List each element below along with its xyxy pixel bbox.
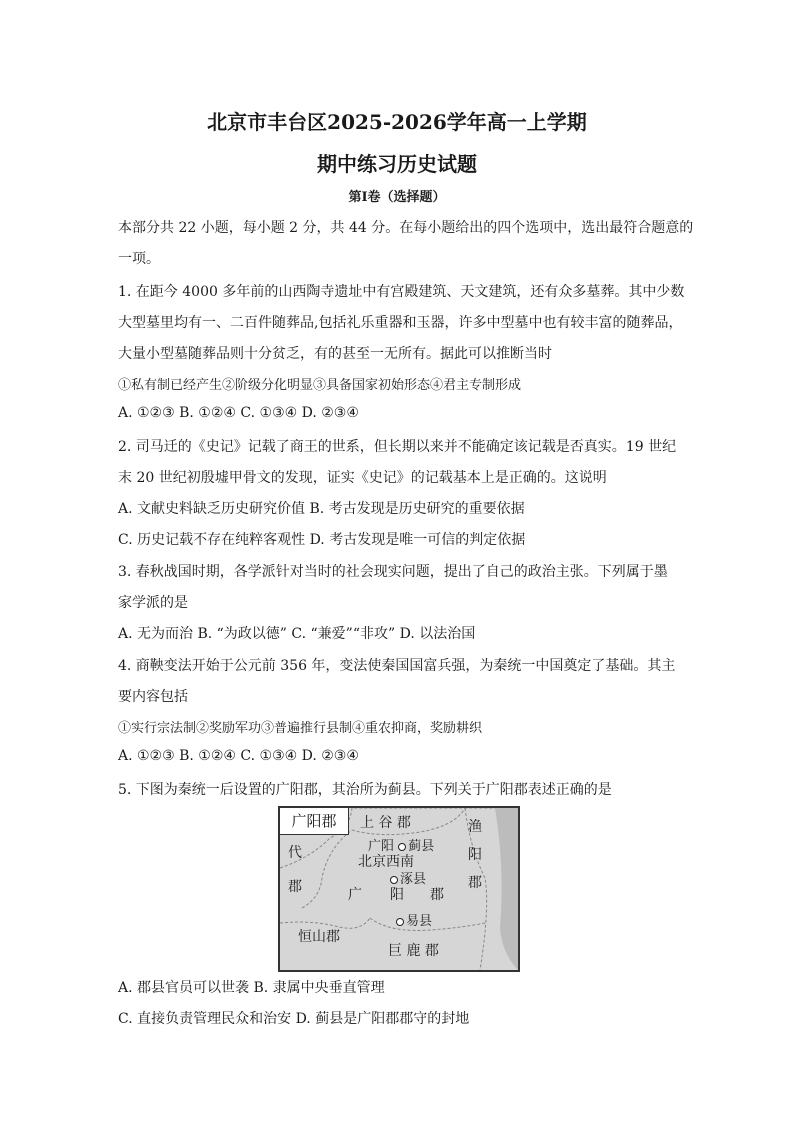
question-4-options: A. ①②③ B. ①②④ C. ①③④ D. ②③④ bbox=[118, 748, 359, 764]
document-title-line2: 期中练习历史试题 bbox=[317, 152, 477, 176]
intro-line: 本部分共 22 小题，每小题 2 分，共 44 分。在每小题给出的四个选项中，选出最符合题意的 bbox=[118, 220, 694, 236]
map-label-julu: 巨 鹿 郡 bbox=[388, 943, 439, 959]
map-label-yi bbox=[396, 910, 432, 929]
section-heading: 第Ⅰ卷（选择题） bbox=[348, 190, 446, 205]
map-label-guangyang-jun: 广 bbox=[348, 887, 362, 903]
question-5-options: C. 直接负责管理民众和治安 D. 蓟县是广阳郡郡守的封地 bbox=[118, 1011, 470, 1027]
question-3-options: A. 无为而治 B. “为政以德” C. “兼爱”“非攻” D. 以法治国 bbox=[118, 626, 476, 642]
city-marker-icon bbox=[390, 876, 398, 884]
question-1-stem: 大型墓里均有一、二百件随葬品,包括礼乐重器和玉器，许多中型墓中也有较丰富的随葬品， bbox=[118, 315, 683, 331]
question-1-options: A. ①②③ B. ①②④ C. ①③④ D. ②③④ bbox=[118, 405, 359, 421]
question-4-items: ①实行宗法制②奖励军功③普遍推行县制④重农抑商，奖励耕织 bbox=[118, 721, 483, 736]
map-label-guangyang-city-text: 广阳 bbox=[368, 839, 395, 854]
question-2-options: A. 文献史料缺乏历史研究价值 B. 考古发现是历史研究的重要依据 bbox=[118, 501, 525, 517]
question-3-stem: 3. 春秋战国时期，各学派针对当时的社会现实问题，提出了自己的政治主张。下列属于墨 bbox=[118, 564, 668, 580]
map-label-yuyang: 阳 bbox=[468, 847, 482, 863]
question-1-stem: 大量小型墓随葬品则十分贫乏，有的甚至一无所有。据此可以推断当时 bbox=[118, 346, 552, 362]
city-marker-icon bbox=[398, 843, 406, 851]
question-3-stem: 家学派的是 bbox=[118, 595, 188, 611]
intro-line: 一项。 bbox=[118, 251, 160, 267]
guangyang-commandery-map bbox=[278, 806, 520, 972]
city-marker-icon bbox=[396, 918, 404, 926]
map-label-dai: 代 bbox=[288, 845, 302, 861]
map-label-ji: 蓟县 bbox=[408, 839, 435, 854]
map-label-hengshan: 恒山郡 bbox=[298, 929, 340, 945]
map-label-yi-text: 易县 bbox=[406, 914, 433, 929]
map-label-beijing-xinan: 北京西南 bbox=[358, 854, 414, 870]
map-label-yuyang: 渔 bbox=[468, 819, 482, 835]
question-2-options: C. 历史记载不存在纯粹客观性 D. 考古发现是唯一可信的判定依据 bbox=[118, 532, 526, 548]
map-label-yuyang: 郡 bbox=[468, 875, 482, 891]
map-label-shanggu: 上 谷 郡 bbox=[360, 815, 411, 831]
map-label-guangyang-jun: 郡 bbox=[430, 887, 444, 903]
question-1-items: ①私有制已经产生②阶级分化明显③具备国家初始形态④君主专制形成 bbox=[118, 378, 522, 393]
question-4-stem: 4. 商鞅变法开始于公元前 356 年，变法使秦国国富兵强，为秦统一中国奠定了基础。其主 bbox=[118, 658, 676, 674]
question-2-stem: 2. 司马迁的《史记》记载了商王的世系，但长期以来并不能确定该记载是否真实。19 世纪 bbox=[118, 439, 677, 455]
map-label-guangyang-jun: 阳 bbox=[390, 887, 404, 903]
question-5-options: A. 郡县官员可以世袭 B. 隶属中央垂直管理 bbox=[118, 980, 385, 996]
document-title-line1: 北京市丰台区2025-2026学年高一上学期 bbox=[207, 110, 587, 134]
question-1-stem: 1. 在距今 4000 多年前的山西陶寺遗址中有宫殿建筑、天文建筑，还有众多墓葬。其中少数 bbox=[118, 284, 685, 300]
question-2-stem: 末 20 世纪初殷墟甲骨文的发现，证实《史记》的记载基本上是正确的。这说明 bbox=[118, 470, 607, 486]
question-4-stem: 要内容包括 bbox=[118, 689, 188, 705]
map-label-dai: 郡 bbox=[288, 879, 302, 895]
map-title-box: 广阳郡 bbox=[280, 808, 349, 835]
question-5-stem: 5. 下图为秦统一后设置的广阳郡，其治所为蓟县。下列关于广阳郡表述正确的是 bbox=[118, 782, 612, 798]
map-label-zhuo-text: 涿县 bbox=[400, 872, 427, 887]
